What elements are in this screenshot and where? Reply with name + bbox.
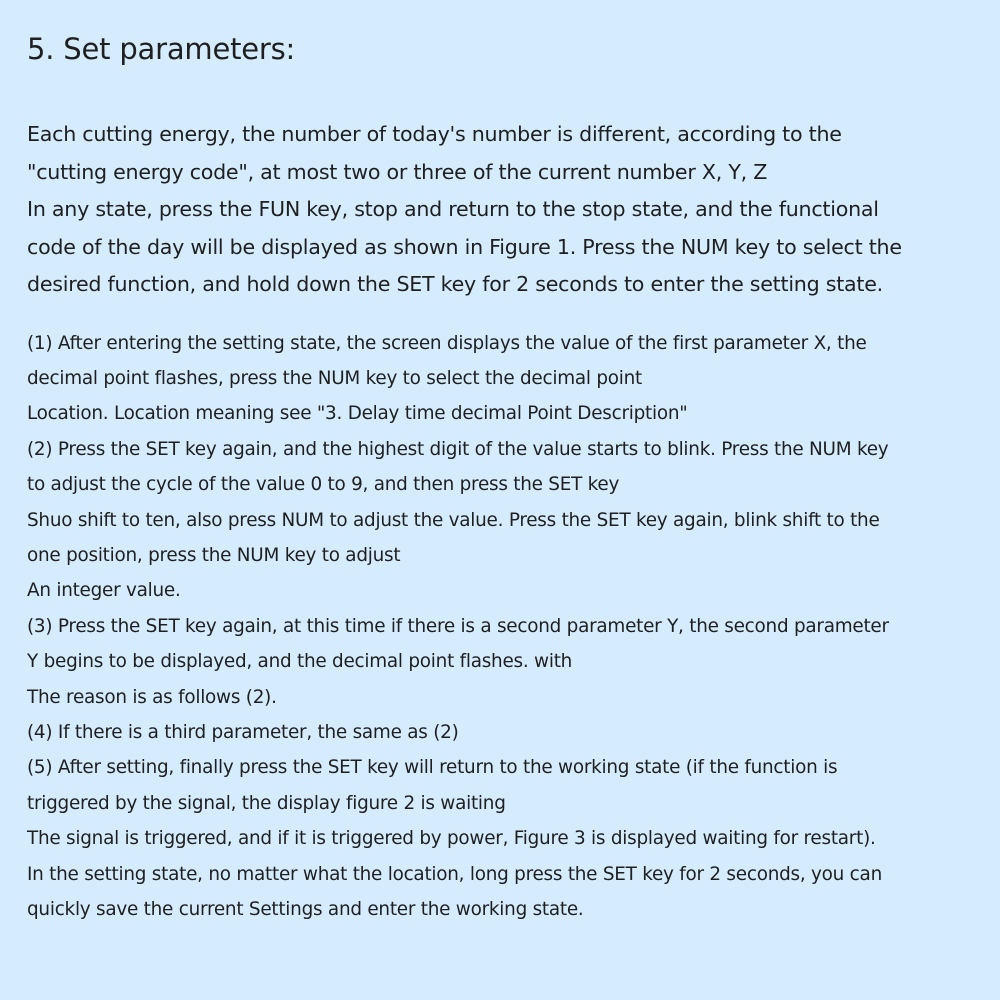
step-line: Shuo shift to ten, also press NUM to adjust the value. Press the SET key again, blink shift to the: [27, 509, 880, 531]
step-line: (4) If there is a third parameter, the same as (2): [27, 721, 459, 743]
intro-line: desired function, and hold down the SET key for 2 seconds to enter the setting state.: [27, 272, 883, 296]
step-line: The signal is triggered, and if it is triggered by power, Figure 3 is displayed waiting for restart).: [27, 828, 876, 850]
step-line: The reason is as follows (2).: [27, 686, 277, 708]
step-line: decimal point flashes, press the NUM key to select the decimal point: [27, 367, 642, 389]
step-line: Y begins to be displayed, and the decimal point flashes. with: [27, 651, 573, 673]
intro-line: Each cutting energy, the number of today's number is different, according to the: [27, 122, 842, 146]
step-line: An integer value.: [27, 580, 181, 602]
steps-list: [27, 326, 974, 928]
intro-line: In any state, press the FUN key, stop and return to the stop state, and the functional: [27, 197, 879, 221]
section-title: 5. Set parameters:: [27, 32, 296, 66]
step-line: to adjust the cycle of the value 0 to 9, and then press the SET key: [27, 474, 620, 496]
intro-paragraph: [27, 116, 974, 304]
step-line: quickly save the current Settings and enter the working state.: [27, 899, 584, 920]
step-line: (3) Press the SET key again, at this time if there is a second parameter Y, the second parameter: [27, 615, 889, 637]
step-line: In the setting state, no matter what the location, long press the SET key for 2 seconds, you can: [27, 863, 882, 885]
step-line: (1) After entering the setting state, the screen displays the value of the first parameter X, the: [27, 332, 867, 354]
step-line: (5) After setting, finally press the SET key will return to the working state (if the function is: [27, 757, 838, 779]
step-line: one position, press the NUM key to adjust: [27, 544, 401, 566]
step-line: triggered by the signal, the display figure 2 is waiting: [27, 792, 506, 814]
step-line: (2) Press the SET key again, and the highest digit of the value starts to blink. Press the NUM key: [27, 438, 889, 460]
intro-line: code of the day will be displayed as shown in Figure 1. Press the NUM key to select the: [27, 234, 902, 259]
intro-line: "cutting energy code", at most two or three of the current number X, Y, Z: [27, 159, 768, 184]
step-line: Location. Location meaning see "3. Delay time decimal Point Description": [27, 403, 688, 425]
